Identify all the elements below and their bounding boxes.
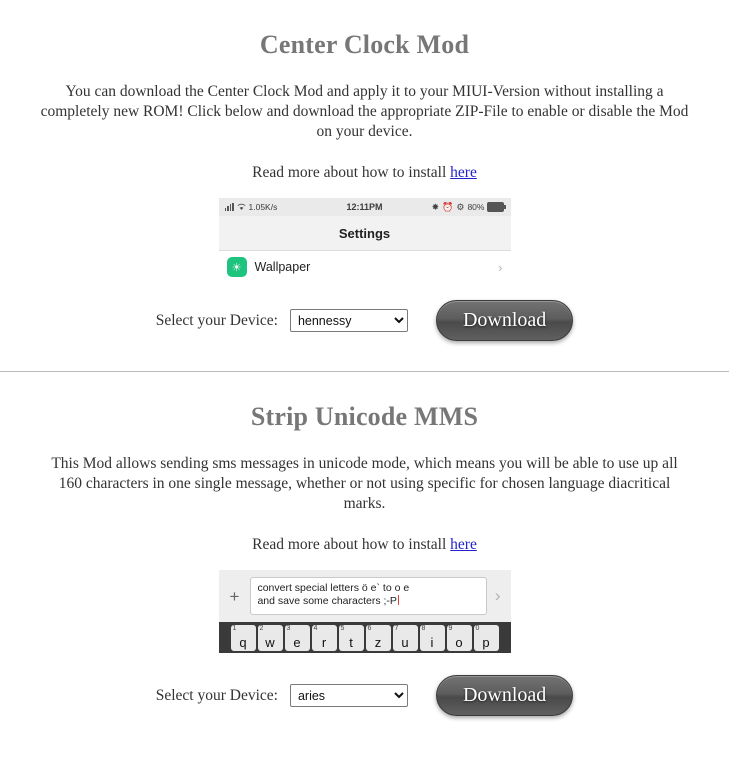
wifi-icon (237, 203, 246, 211)
chevron-right-icon: › (498, 259, 503, 275)
wallpaper-icon: ☀ (227, 257, 247, 277)
data-rate-label: 1.05K/s (248, 202, 278, 212)
key-letter: r (321, 635, 327, 650)
key-letter: q (239, 635, 247, 650)
key-number: 4 (313, 625, 318, 632)
key-letter: e (293, 635, 301, 650)
page-title: Center Clock Mod (259, 30, 470, 59)
install-instructions-link[interactable]: here (450, 164, 477, 181)
status-bar-left (225, 202, 317, 212)
send-chevron-icon[interactable]: › (494, 586, 501, 605)
attach-plus-icon[interactable]: + (229, 586, 240, 606)
key-letter: w (265, 635, 275, 650)
key-e[interactable] (285, 625, 310, 651)
download-button[interactable]: Download (436, 300, 573, 341)
key-q[interactable] (231, 625, 256, 651)
key-number: 9 (448, 625, 453, 632)
status-bar-clock: 12:11PM (346, 202, 383, 212)
key-w[interactable] (258, 625, 283, 651)
settings-preview-wrapper (30, 198, 699, 278)
center-clock-mod-section (0, 0, 729, 347)
signal-icon (225, 203, 234, 211)
bluetooth-icon: ✸ (431, 201, 440, 212)
key-number: 3 (286, 625, 291, 632)
sms-message-line-1: convert special letters ö e` to o e (257, 582, 410, 594)
key-letter: i (430, 635, 434, 650)
page-title-2: Strip Unicode MMS (250, 402, 479, 431)
key-number: 0 (475, 625, 480, 632)
key-letter: u (401, 635, 409, 650)
device-select-label-2: Select your Device: (155, 686, 278, 704)
text-caret (398, 595, 399, 605)
key-letter: t (349, 635, 353, 650)
device-download-row-1 (30, 300, 699, 347)
status-bar (219, 198, 511, 216)
status-bar-right (412, 202, 504, 213)
key-r[interactable] (312, 625, 337, 651)
key-o[interactable] (447, 625, 472, 651)
key-letter: p (482, 635, 490, 650)
key-number: 2 (259, 625, 264, 632)
read-more-line-2 (30, 536, 699, 554)
key-t[interactable] (339, 625, 364, 651)
settings-row-wallpaper[interactable] (219, 251, 511, 278)
install-instructions-link-2[interactable]: here (450, 536, 477, 553)
key-letter: z (374, 635, 382, 650)
read-more-line (30, 164, 699, 182)
sms-message-field[interactable] (250, 577, 486, 615)
settings-header-title: Settings (219, 216, 511, 251)
key-number: 8 (421, 625, 426, 632)
key-number: 5 (340, 625, 345, 632)
read-more-text: Read more about how to install (252, 164, 451, 181)
on-screen-keyboard (219, 622, 511, 653)
key-number: 1 (232, 625, 237, 632)
sms-compose-row (219, 570, 511, 622)
device-select-2[interactable] (290, 684, 408, 707)
section-description: You can download the Center Clock Mod and apply it to your MIUI-Version without installing a completely new ROM! Click below and download the appropriate ZIP-File to enable or disable the Mod on your device. (40, 83, 689, 140)
battery-percent-label: 80% (467, 202, 485, 212)
key-z[interactable] (366, 625, 391, 651)
key-number: 7 (394, 625, 399, 632)
phone-settings-preview (219, 198, 511, 278)
device-download-row-2 (30, 675, 699, 722)
download-button-2[interactable]: Download (436, 675, 573, 716)
section-description-2: This Mod allows sending sms messages in unicode mode, which means you will be able to use up all 160 characters in one single message, whether or not using specific for chosen language diacritical marks. (51, 455, 678, 512)
key-i[interactable] (420, 625, 445, 651)
sms-message-line-2: and save some characters ;-P (257, 595, 397, 607)
sms-preview-wrapper (30, 570, 699, 653)
alarm-icon: ⏰ (442, 201, 454, 212)
key-letter: o (455, 635, 463, 650)
key-number: 6 (367, 625, 372, 632)
key-p[interactable] (474, 625, 499, 651)
sms-keyboard-preview (219, 570, 511, 653)
sync-icon: ⚙ (456, 201, 465, 212)
device-select[interactable] (290, 309, 408, 332)
settings-row-label: Wallpaper (254, 260, 311, 274)
device-select-label: Select your Device: (155, 311, 278, 329)
read-more-text-2: Read more about how to install (252, 536, 451, 553)
key-u[interactable] (393, 625, 418, 651)
strip-unicode-mms-section (0, 372, 729, 722)
battery-icon (487, 202, 504, 212)
